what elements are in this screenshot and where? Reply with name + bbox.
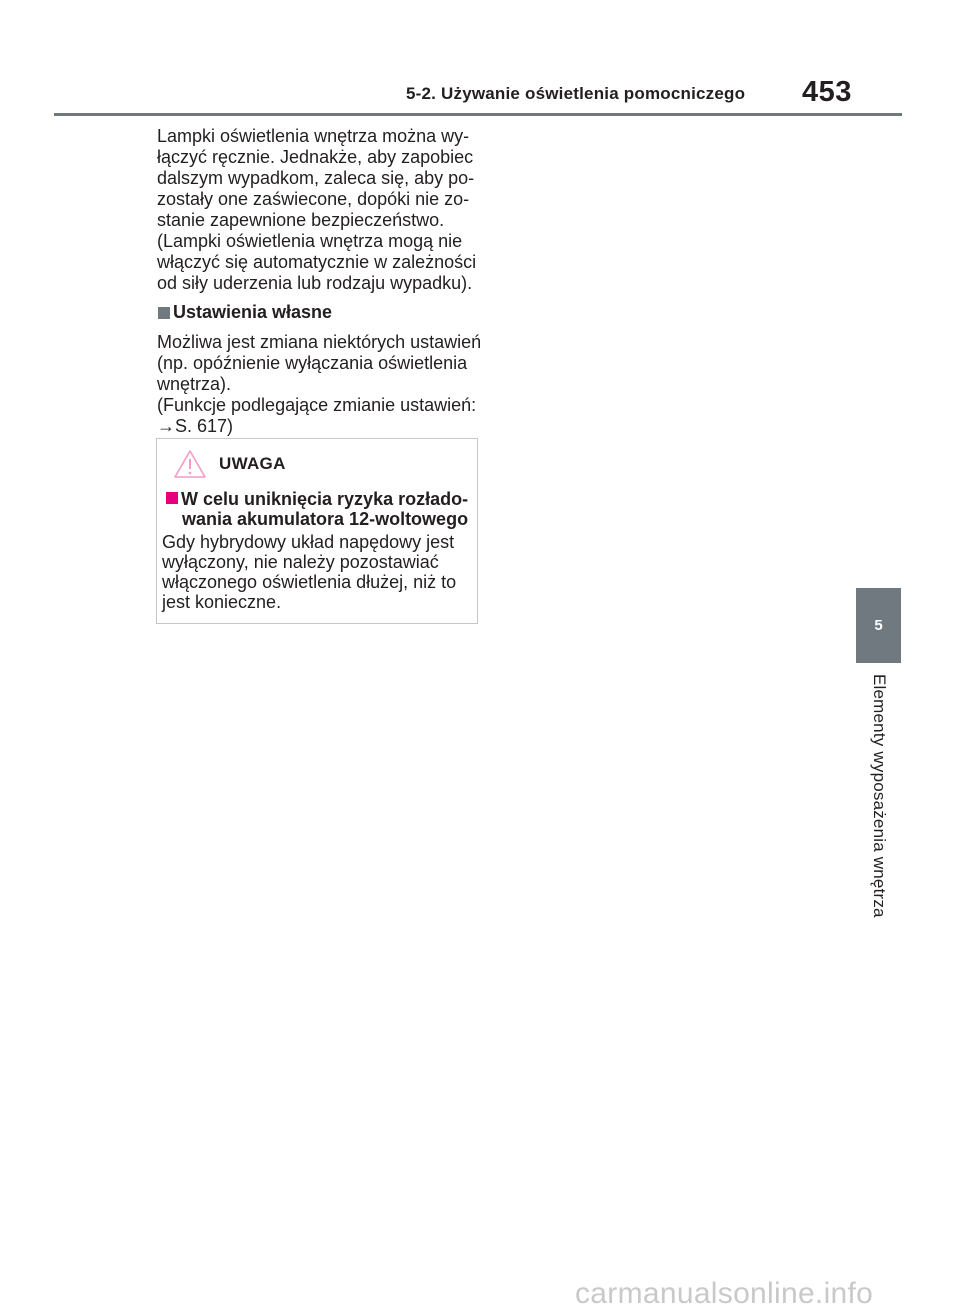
text-line: włączyć się automatycznie w zależności: [157, 252, 477, 272]
warning-body: [162, 532, 472, 612]
text-line: Gdy hybrydowy układ napędowy jest: [162, 532, 455, 552]
chapter-number: 5: [874, 617, 883, 634]
text-line: Lampki oświetlenia wnętrza można wy-: [157, 126, 470, 146]
chapter-label: Elementy wyposażenia wnętrza: [869, 674, 889, 918]
text-line: wnętrza).: [157, 374, 232, 394]
paragraph-custom-settings: [157, 332, 487, 437]
text-line: łączyć ręcznie. Jednakże, aby zapobiec: [157, 147, 474, 167]
warning-label: UWAGA: [219, 454, 286, 473]
text-line: zostały one zaświecone, dopóki nie zo-: [157, 189, 470, 209]
warning-subheading-line: wania akumulatora 12-woltowego: [182, 509, 469, 529]
text-line: od siły uderzenia lub rodzaju wypadku).: [157, 273, 473, 293]
chapter-tab[interactable]: [856, 588, 901, 663]
text-line: (Lampki oświetlenia wnętrza mogą nie: [157, 231, 463, 251]
text-line: włączonego oświetlenia dłużej, niż to: [162, 572, 457, 592]
chapter-label-wrapper: [856, 674, 901, 934]
main-content: [157, 126, 487, 437]
text-line: (np. opóźnienie wyłączania oświetlenia: [157, 353, 468, 373]
warning-subheading-line: W celu uniknięcia ryzyka rozłado-: [181, 489, 469, 509]
text-line: stanie zapewnione bezpieczeństwo.: [157, 210, 445, 230]
bullet-square-icon: [166, 492, 178, 504]
watermark: carmanualsonline.info: [575, 1277, 874, 1310]
subheading-text: Ustawienia własne: [173, 302, 333, 322]
page-reference-link[interactable]: →S. 617): [157, 416, 234, 436]
header-divider: [54, 113, 902, 116]
page-number: 453: [802, 76, 852, 108]
text-line: (Funkcje podlegające zmianie ustawień:: [157, 395, 477, 415]
warning-header: [173, 449, 286, 479]
warning-triangle-icon: [173, 449, 207, 479]
text-line: dalszym wypadkom, zaleca się, aby po-: [157, 168, 475, 188]
warning-box: [156, 438, 478, 624]
warning-subheading: [166, 489, 474, 529]
subheading-custom-settings: [157, 302, 487, 323]
text-line: jest konieczne.: [162, 592, 282, 612]
text-line: wyłączony, nie należy pozostawiać: [162, 552, 439, 572]
section-title: 5-2. Używanie oświetlenia pomocniczego: [406, 84, 746, 103]
paragraph-accident-lights: [157, 126, 487, 294]
text-line: Możliwa jest zmiana niektórych ustawień: [157, 332, 482, 352]
bullet-square-icon: [158, 307, 170, 319]
